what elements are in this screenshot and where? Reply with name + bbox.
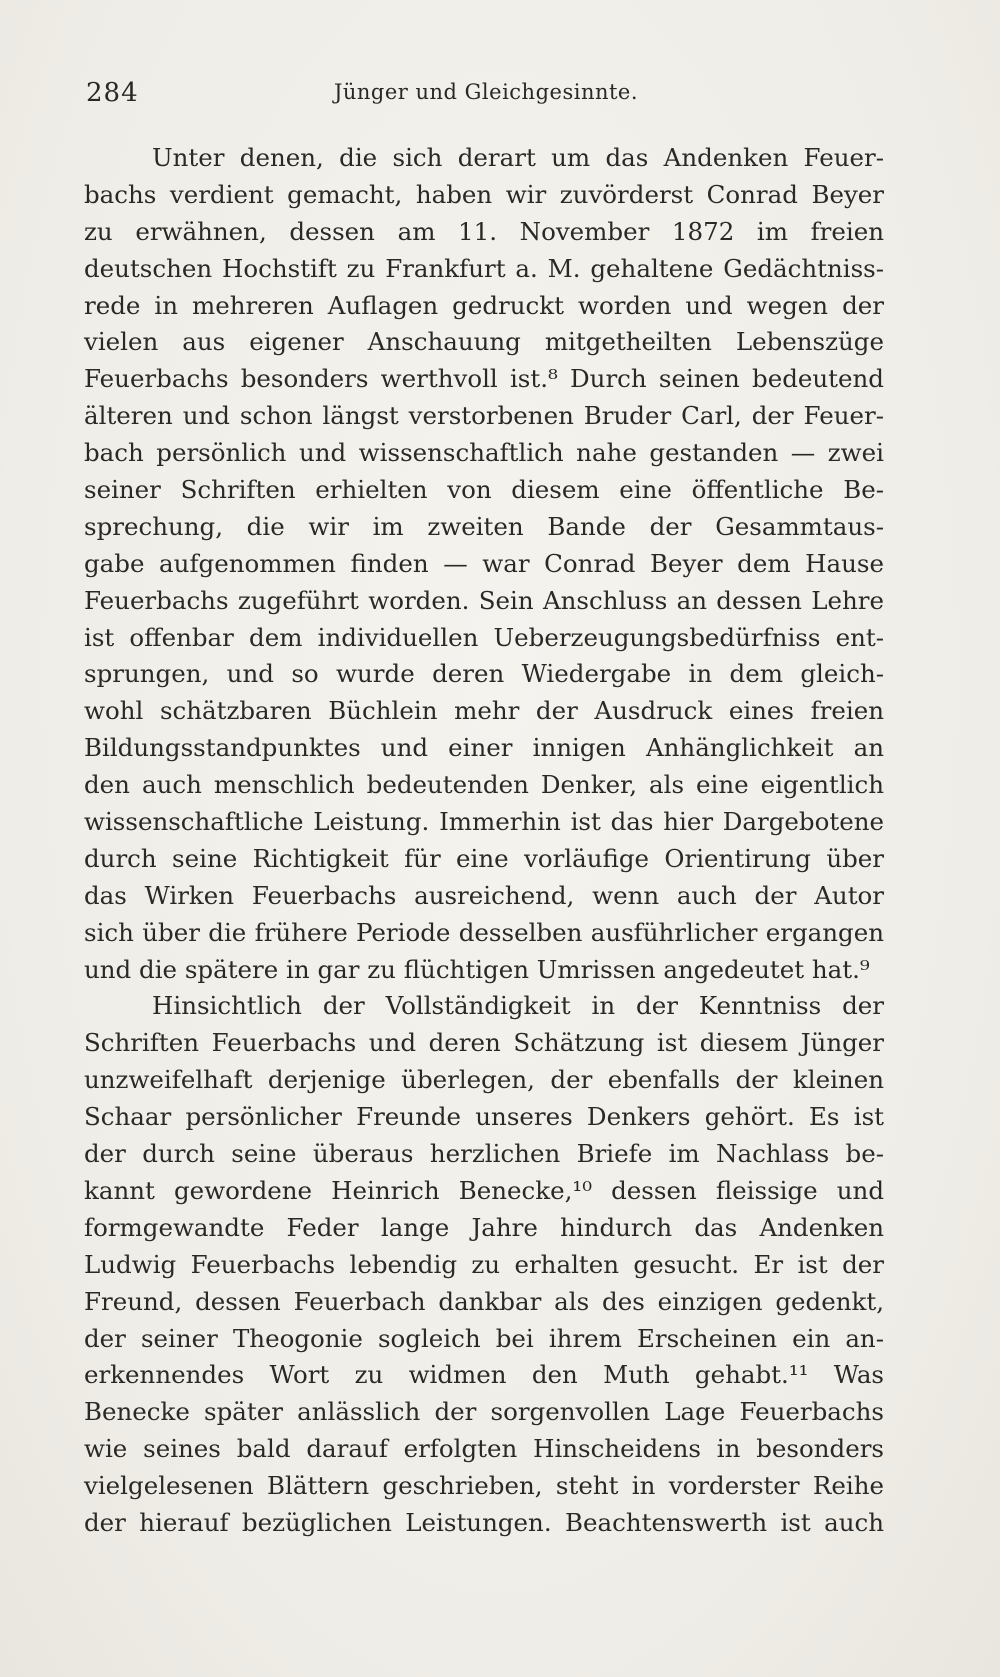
text-line: Freund, dessen Feuerbach dankbar als des einzigen gedenkt, <box>84 1286 884 1316</box>
text-line: Schriften Feuerbachs und deren Schätzung ist diesem Jünger <box>84 1028 884 1058</box>
text-line: der durch seine überaus herzlichen Briefe im Nachlass be- <box>84 1139 884 1169</box>
running-head: Jünger und Gleichgesinnte. <box>333 80 639 104</box>
text-line: älteren und schon längst verstorbenen Bruder Carl, der Feuer- <box>84 401 884 431</box>
text-line: sich über die frühere Periode desselben ausführlicher ergangen <box>84 917 884 947</box>
text-line: seiner Schriften erhielten von diesem eine öffentliche Be- <box>84 475 884 505</box>
text-line: erkennendes Wort zu widmen den Muth gehabt.¹¹ Was <box>84 1360 884 1390</box>
text-line: wie seines bald darauf erfolgten Hinscheidens in besonders <box>84 1434 884 1464</box>
text-line: vielgelesenen Blättern geschrieben, steht in vorderster Reihe <box>84 1471 884 1501</box>
text-line: Ludwig Feuerbachs lebendig zu erhalten gesucht. Er ist der <box>84 1249 884 1279</box>
text-line: das Wirken Feuerbachs ausreichend, wenn auch der Autor <box>84 880 884 910</box>
text-line: den auch menschlich bedeutenden Denker, als eine eigentlich <box>84 770 884 800</box>
text-line: Benecke später anlässlich der sorgenvollen Lage Feuerbachs <box>84 1397 884 1427</box>
text-line: sprechung, die wir im zweiten Bande der Gesammtaus- <box>84 511 884 541</box>
text-line: Feuerbachs zugeführt worden. Sein Anschluss an dessen Lehre <box>84 585 884 615</box>
text-line: sprungen, und so wurde deren Wiedergabe in dem gleich- <box>84 659 884 689</box>
body-text <box>84 140 884 1542</box>
text-line: deutschen Hochstift zu Frankfurt a. M. gehaltene Gedächtniss- <box>84 253 884 283</box>
page-number: 284 <box>86 78 139 108</box>
text-line: formgewandte Feder lange Jahre hindurch das Andenken <box>84 1212 884 1242</box>
text-line: Schaar persönlicher Freunde unseres Denkers gehört. Es ist <box>84 1102 884 1132</box>
text-line: Feuerbachs besonders werthvoll ist.⁸ Durch seinen bedeutend <box>84 364 884 394</box>
text-line: und die spätere in gar zu flüchtigen Umrissen angedeutet hat.⁹ <box>84 954 870 984</box>
text-line: der seiner Theogonie sogleich bei ihrem Erscheinen ein an- <box>84 1323 884 1353</box>
text-line: wohl schätzbaren Büchlein mehr der Ausdruck eines freien <box>84 696 884 726</box>
text-line: bachs verdient gemacht, haben wir zuvörderst Conrad Beyer <box>84 179 884 209</box>
text-line: rede in mehreren Auflagen gedruckt worden und wegen der <box>84 290 884 320</box>
text-line: kannt gewordene Heinrich Benecke,¹⁰ dessen fleissige und <box>84 1175 884 1205</box>
text-line: vielen aus eigener Anschauung mitgetheilten Lebenszüge <box>84 327 884 357</box>
text-line: zu erwähnen, dessen am 11. November 1872 im freien <box>84 216 884 246</box>
text-line: bach persönlich und wissenschaftlich nahe gestanden — zwei <box>84 438 884 468</box>
text-line: Hinsichtlich der Vollständigkeit in der Kenntniss der <box>152 991 884 1021</box>
text-line: unzweifelhaft derjenige überlegen, der ebenfalls der kleinen <box>84 1065 884 1095</box>
text-line: Bildungsstandpunktes und einer innigen Anhänglichkeit an <box>84 733 884 763</box>
text-line: gabe aufgenommen finden — war Conrad Beyer dem Hause <box>84 548 884 578</box>
text-line: durch seine Richtigkeit für eine vorläufige Orientirung über <box>84 843 884 873</box>
text-line: der hierauf bezüglichen Leistungen. Beachtenswerth ist auch <box>84 1507 884 1537</box>
text-line: Unter denen, die sich derart um das Andenken Feuer- <box>152 143 884 172</box>
text-line: wissenschaftliche Leistung. Immerhin ist das hier Dargebotene <box>84 807 884 837</box>
page-header <box>86 78 886 118</box>
text-line: ist offenbar dem individuellen Ueberzeugungsbedürfniss ent- <box>84 622 884 652</box>
